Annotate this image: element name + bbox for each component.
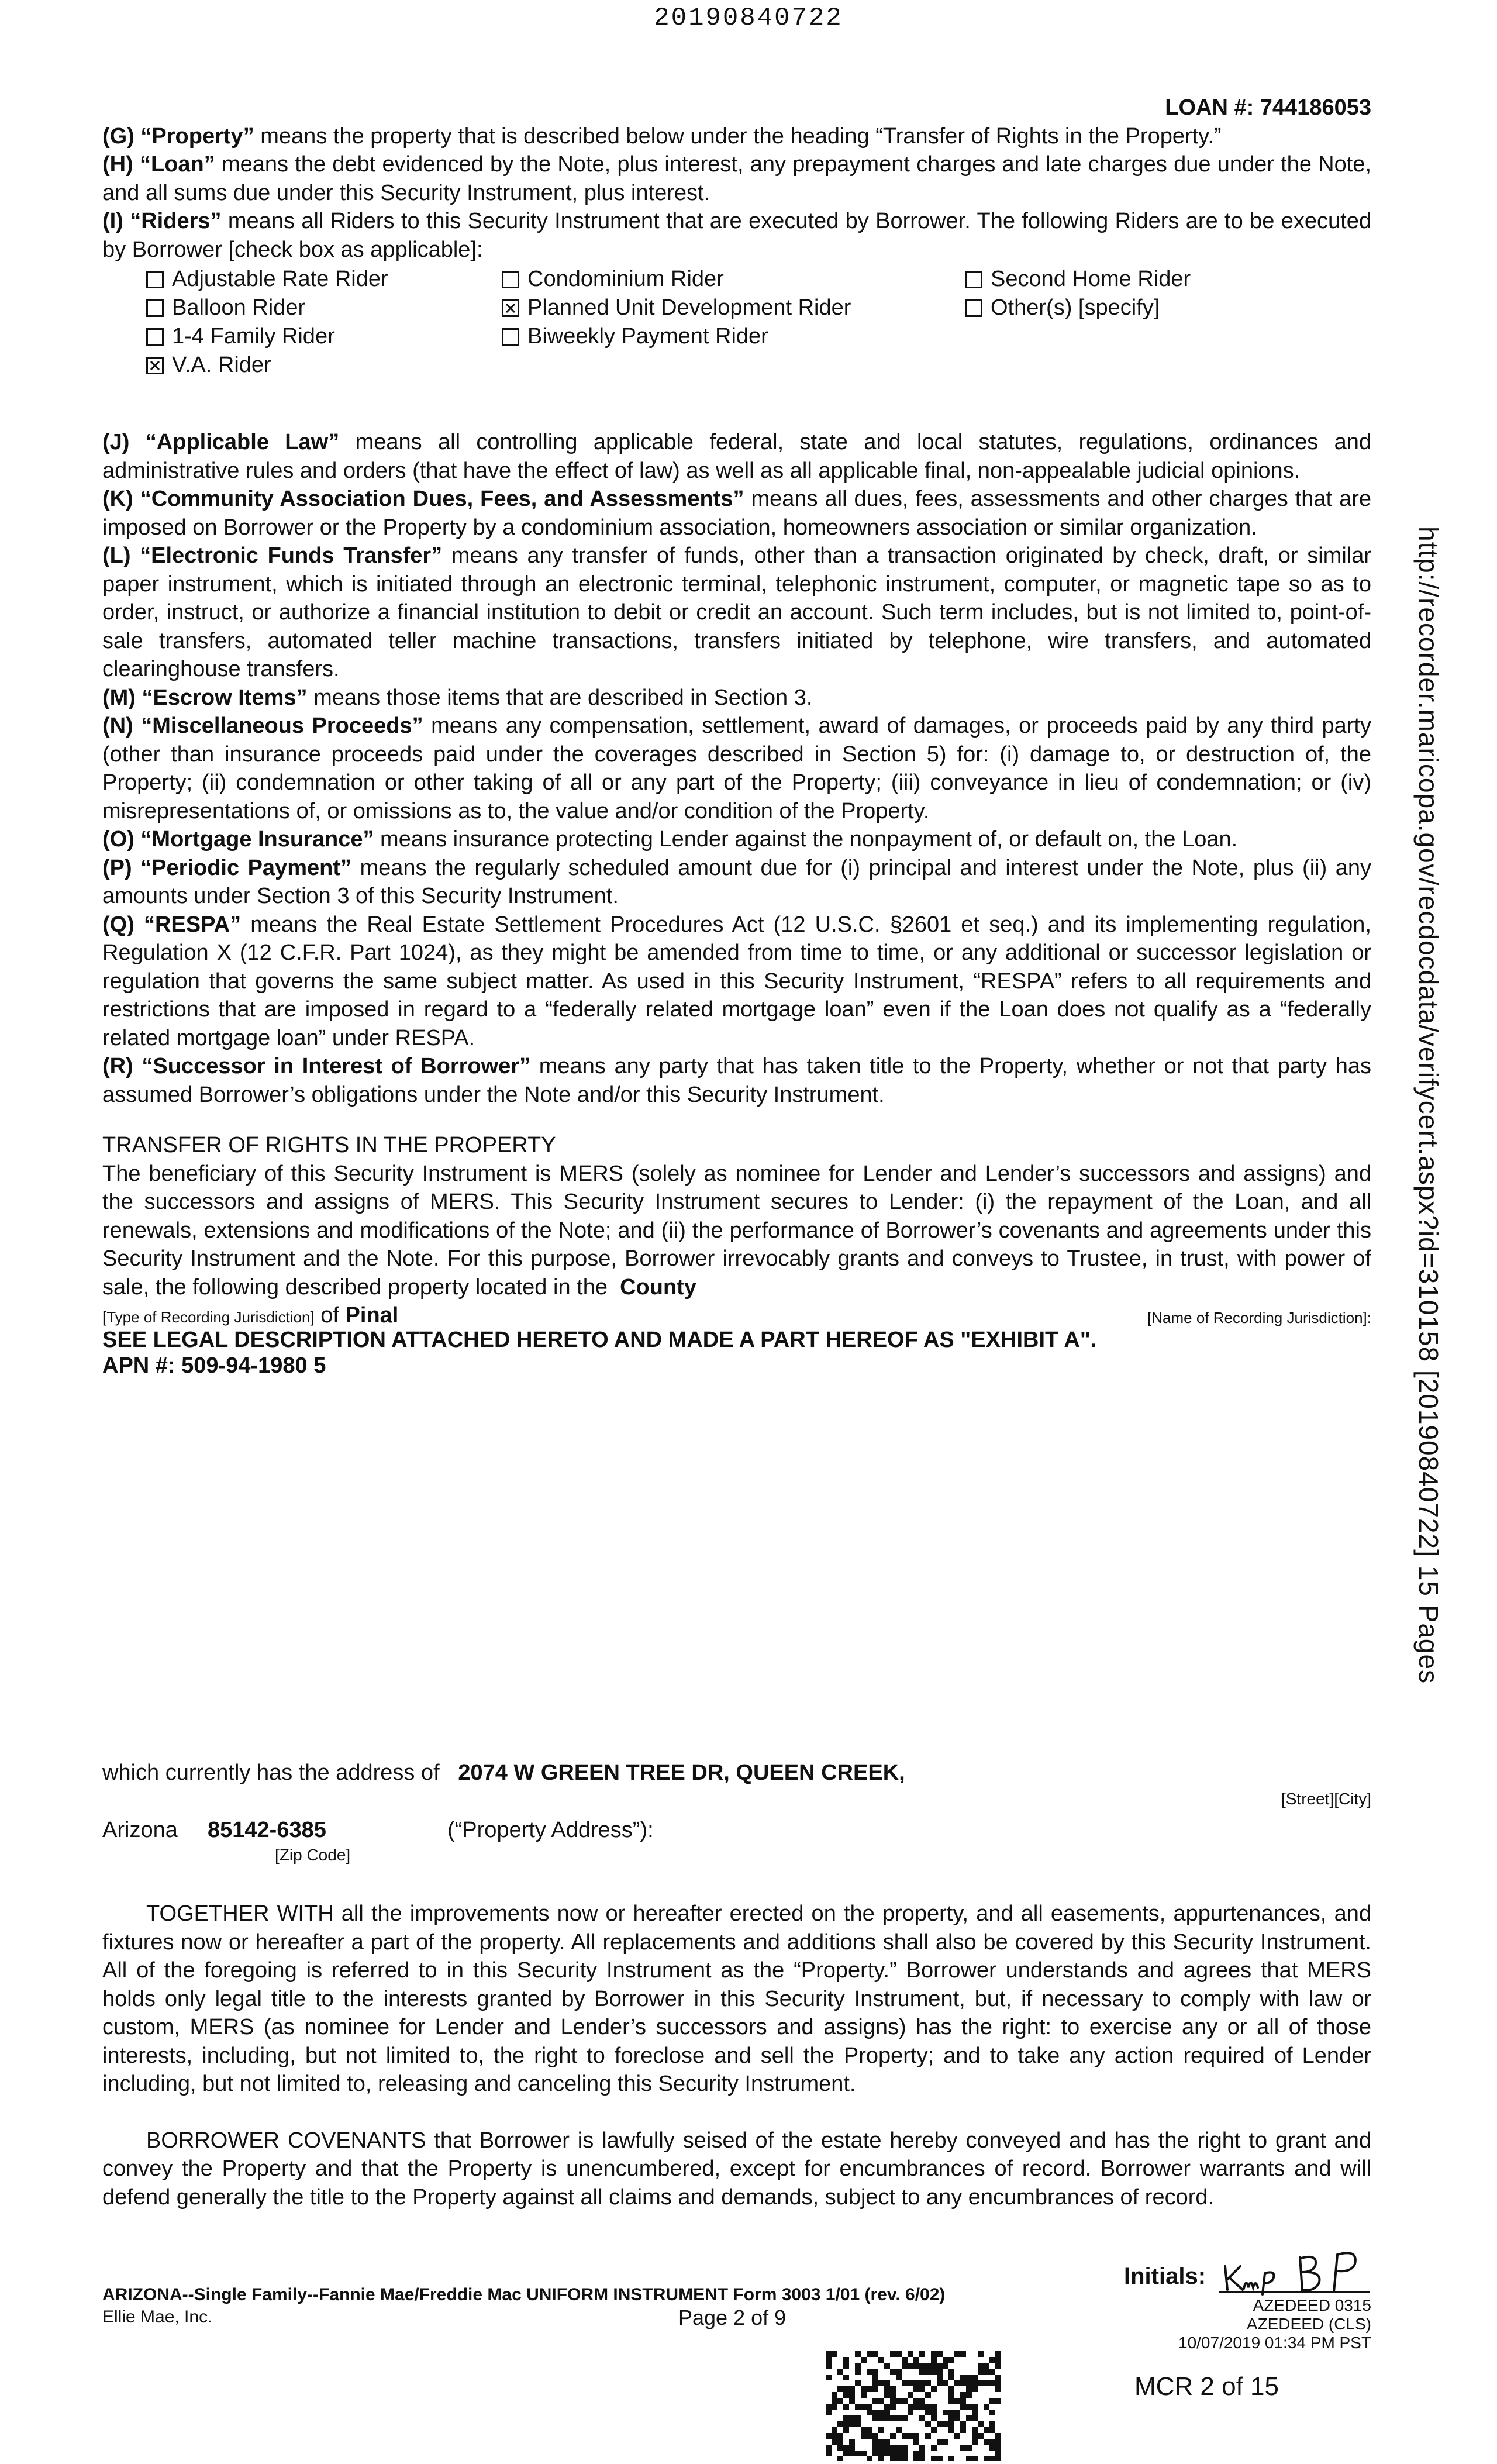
definition-label: (Q) “RESPA” xyxy=(102,912,242,937)
definition-respa xyxy=(102,911,1371,1053)
transfer-heading: TRANSFER OF RIGHTS IN THE PROPERTY xyxy=(102,1133,556,1157)
definition-label: (H) “Loan” xyxy=(102,152,215,177)
property-address-block xyxy=(102,1760,1371,1865)
form-vendor: Ellie Mae, Inc. xyxy=(102,2307,213,2327)
definition-property xyxy=(102,122,1371,151)
definition-mortgage-insurance xyxy=(102,825,1371,854)
mcr-page-count: MCR 2 of 15 xyxy=(1134,2372,1279,2401)
definition-successor xyxy=(102,1052,1371,1109)
definitions-section xyxy=(102,94,1371,1379)
definition-text: means any party that has taken title to the Property, whether or not that party has assumed Borrower’s obligations under the Note and/or this Security Instrument. xyxy=(102,1054,1371,1107)
checkbox-icon[interactable] xyxy=(502,299,519,317)
rider-label: Planned Unit Development Rider xyxy=(527,295,851,320)
transfer-paragraph xyxy=(102,1160,1371,1302)
state-value: Arizona xyxy=(102,1818,178,1842)
rider-label: Adjustable Rate Rider xyxy=(172,267,388,291)
state-zip-line xyxy=(102,1818,1371,1846)
conveyance-section xyxy=(102,1900,1371,2211)
rider-condominium[interactable] xyxy=(502,265,724,294)
name-jurisdiction-label: [Name of Recording Jurisdiction]: xyxy=(1147,1309,1371,1326)
initials-line xyxy=(1219,2291,1370,2293)
checkbox-icon[interactable] xyxy=(965,271,982,288)
address-line xyxy=(102,1760,1371,1790)
definition-text: means all dues, fees, assessments and other charges that are imposed on Borrower or the Property by a condominium association, homeowners association or similar organization. xyxy=(102,487,1371,540)
definition-riders xyxy=(102,207,1371,264)
apn-number: APN #: 509-94-1980 5 xyxy=(102,1353,326,1378)
rider-label: Second Home Rider xyxy=(991,267,1191,291)
recorder-verification-stamp: http://recorder.maricopa.gov/recdocdata/verifycert.aspx?id=310158 [20190840722] 15 Pages xyxy=(1413,526,1444,1684)
definition-label: (R) “Successor in Interest of Borrower” xyxy=(102,1054,531,1078)
street-city-label: [Street][City] xyxy=(1281,1790,1371,1808)
checkbox-icon[interactable] xyxy=(502,328,519,346)
definition-label: (J) “Applicable Law” xyxy=(102,430,340,454)
definition-text: means the regularly scheduled amount due for (i) principal and interest under the Note, plus (ii) any amounts under Section 3 of this Security Instrument. xyxy=(102,855,1371,908)
definition-label: (I) “Riders” xyxy=(102,209,222,233)
rider-planned-unit-development[interactable] xyxy=(502,294,851,322)
handwritten-initials-icon xyxy=(1219,2249,1371,2296)
rider-label: Biweekly Payment Rider xyxy=(527,324,768,349)
rider-adjustable-rate[interactable] xyxy=(146,265,388,294)
definition-text: means the property that is described below under the heading “Transfer of Rights in the Property.” xyxy=(254,123,1222,149)
together-with-paragraph: TOGETHER WITH all the improvements now or hereafter erected on the property, and all easements, appurtenances, and fixtures now or hereafter a part of the property. All replacements and additions shall also be covered by this Security Instrument. All of the foregoing is referred to in this Security Instrument as the “Property.” Borrower understands and agrees that MERS holds only legal title to the interests granted by Borrower in this Security Instrument, but, if necessary to comply with law or custom, MERS (as nominee for Lender and Lender’s successors and assigns) has the right: to exercise any or all of those interests, including, but not limited to, the right to foreclose and sell the Property; and to take any action required of Lender including, but not limited to, releasing and canceling this Security Instrument. xyxy=(102,1901,1371,2096)
loan-number: LOAN #: 744186053 xyxy=(1165,95,1371,120)
definition-label: (P) “Periodic Payment” xyxy=(102,855,351,880)
definition-text: means the Real Estate Settlement Procedures Act (12 U.S.C. §2601 et seq.) and its implementing regulation, Regulation X (12 C.F.R. Part 1024), as they might be amended from time to time, or any additional or successor legislation or regulation that governs the same subject matter. As used in this Security Instrument, “RESPA” refers to all requirements and restrictions that are imposed in regard to a “federally related mortgage loan” even if the Loan does not qualify as a “federally related mortgage loan” under RESPA. xyxy=(102,912,1372,1050)
street-city-value: 2074 W GREEN TREE DR, QUEEN CREEK, xyxy=(458,1760,905,1785)
definition-label: (O) “Mortgage Insurance” xyxy=(102,827,374,852)
transfer-text: The beneficiary of this Security Instrument is MERS (solely as nominee for Lender and Lender’s successors and assigns) and the successors and assigns of MERS. This Security Instrument secures to Lender: (i) the repayment of the Loan, and all renewals, extensions and modifications of the Note; and (ii) the performance of Borrower’s covenants and agreements under this Security Instrument and the Note. For this purpose, Borrower irrevocably grants and conveys to Trustee, in trust, with power of sale, the following described property located in the xyxy=(102,1161,1371,1300)
rider-label: V.A. Rider xyxy=(172,353,271,377)
definition-label: (N) “Miscellaneous Proceeds” xyxy=(102,714,423,738)
definition-text: means those items that are described in Section 3. xyxy=(307,685,813,710)
form-code-cls: AZEDEED (CLS) xyxy=(1246,2315,1371,2333)
county-value: County xyxy=(620,1274,696,1300)
definition-periodic-payment xyxy=(102,854,1371,911)
checkbox-icon[interactable] xyxy=(965,299,982,317)
rider-label: Condominium Rider xyxy=(527,267,724,291)
definition-label: (L) “Electronic Funds Transfer” xyxy=(102,543,443,568)
definition-text: means any transfer of funds, other than a transaction originated by check, draft, or similar paper instrument, which is initiated through an electronic terminal, telephonic instrument, computer, or magnetic tape so as to order, instruct, or authorize a financial institution to debit or credit an account. Such term includes, but is not limited to, point-of-sale transfers, automated teller machine transactions, transfers initiated by telephone, wire transfers, and automated clearinghouse transfers. xyxy=(102,543,1371,681)
checkbox-icon[interactable] xyxy=(502,271,519,288)
initials-label: Initials: xyxy=(1124,2263,1206,2289)
barcode xyxy=(826,2351,1001,2464)
print-timestamp: 10/07/2019 01:34 PM PST xyxy=(1178,2334,1371,2352)
county-name: Pinal xyxy=(345,1303,399,1328)
page-number: Page 2 of 9 xyxy=(678,2306,787,2329)
definition-label: (K) “Community Association Dues, Fees, and Assessments” xyxy=(102,487,744,511)
address-prefix: which currently has the address of xyxy=(102,1760,440,1785)
definition-label: (M) “Escrow Items” xyxy=(102,685,308,710)
riders-checklist xyxy=(102,265,1371,379)
definition-text: means the debt evidenced by the Note, plus interest, any prepayment charges and late charges due under the Note, and all sums due under this Security Instrument, plus interest. xyxy=(102,152,1371,205)
rider-1-4-family[interactable] xyxy=(146,322,335,351)
rider-va[interactable] xyxy=(146,351,271,380)
form-code: AZEDEED 0315 xyxy=(1253,2296,1371,2314)
definition-applicable-law xyxy=(102,428,1371,485)
type-jurisdiction-label: [Type of Recording Jurisdiction] xyxy=(102,1308,315,1326)
checkbox-icon[interactable] xyxy=(146,357,164,374)
property-address-label: (“Property Address”): xyxy=(447,1818,654,1842)
rider-label: Balloon Rider xyxy=(172,295,306,320)
legal-description: SEE LEGAL DESCRIPTION ATTACHED HERETO AND MADE A PART HEREOF AS "EXHIBIT A". xyxy=(102,1328,1097,1352)
form-codes xyxy=(1178,2296,1371,2352)
definition-electronic-funds xyxy=(102,542,1371,684)
zip-value: 85142-6385 xyxy=(208,1818,326,1842)
checkbox-icon[interactable] xyxy=(146,328,164,346)
borrower-covenants-paragraph: BORROWER COVENANTS that Borrower is lawfully seised of the estate hereby conveyed and has the right to grant and convey the Property and that the Property is unencumbered, except for encumbrances of record. Borrower warrants and will defend generally the title to the Property against all claims and demands, subject to any encumbrances of record. xyxy=(102,2128,1371,2210)
of-word: of xyxy=(314,1303,346,1328)
definition-text: means insurance protecting Lender against the nonpayment of, or default on, the Loan. xyxy=(374,827,1238,852)
rider-label: 1-4 Family Rider xyxy=(172,324,335,349)
rider-balloon[interactable] xyxy=(146,294,305,322)
jurisdiction-line xyxy=(102,1301,1371,1327)
definition-miscellaneous-proceeds xyxy=(102,712,1371,825)
rider-biweekly-payment[interactable] xyxy=(502,322,768,351)
rider-second-home[interactable] xyxy=(965,265,1191,294)
footer-form-info xyxy=(102,2284,945,2328)
checkbox-icon[interactable] xyxy=(146,271,164,288)
definition-text: means all Riders to this Security Instrument that are executed by Borrower. The following Riders are to be executed by Borrower [check box as applicable]: xyxy=(102,209,1371,262)
definition-text: means any compensation, settlement, award of damages, or proceeds paid by any third party (other than insurance proceeds paid under the coverages described in Section 5) for: (i) damage to, or destruction of, the Property; (ii) condemnation or other taking of all or any part of the Property; (iii) conveyance in lieu of condemnation; or (iv) misrepresentations of, or omissions as to, the value and/or condition of the Property. xyxy=(102,714,1371,823)
definition-text: means all controlling applicable federal, state and local statutes, regulations, ordinances and administrative rules and orders (that have the effect of law) as well as all applicable final, non-appealable judicial opinions. xyxy=(102,430,1371,483)
definition-community-association xyxy=(102,485,1371,542)
definition-label: (G) “Property” xyxy=(102,123,254,149)
definition-escrow-items xyxy=(102,684,1371,712)
zip-label: [Zip Code] xyxy=(275,1846,351,1864)
definition-loan xyxy=(102,150,1371,207)
rider-label: Other(s) [specify] xyxy=(991,295,1160,320)
document-number: 20190840722 xyxy=(654,4,843,33)
qr-code-icon xyxy=(826,2351,1001,2461)
rider-other[interactable] xyxy=(965,294,1160,322)
checkbox-icon[interactable] xyxy=(146,299,164,317)
form-identifier: ARIZONA--Single Family--Fannie Mae/Freddie Mac UNIFORM INSTRUMENT Form 3003 1/01 (rev. 6/02) xyxy=(102,2285,946,2304)
